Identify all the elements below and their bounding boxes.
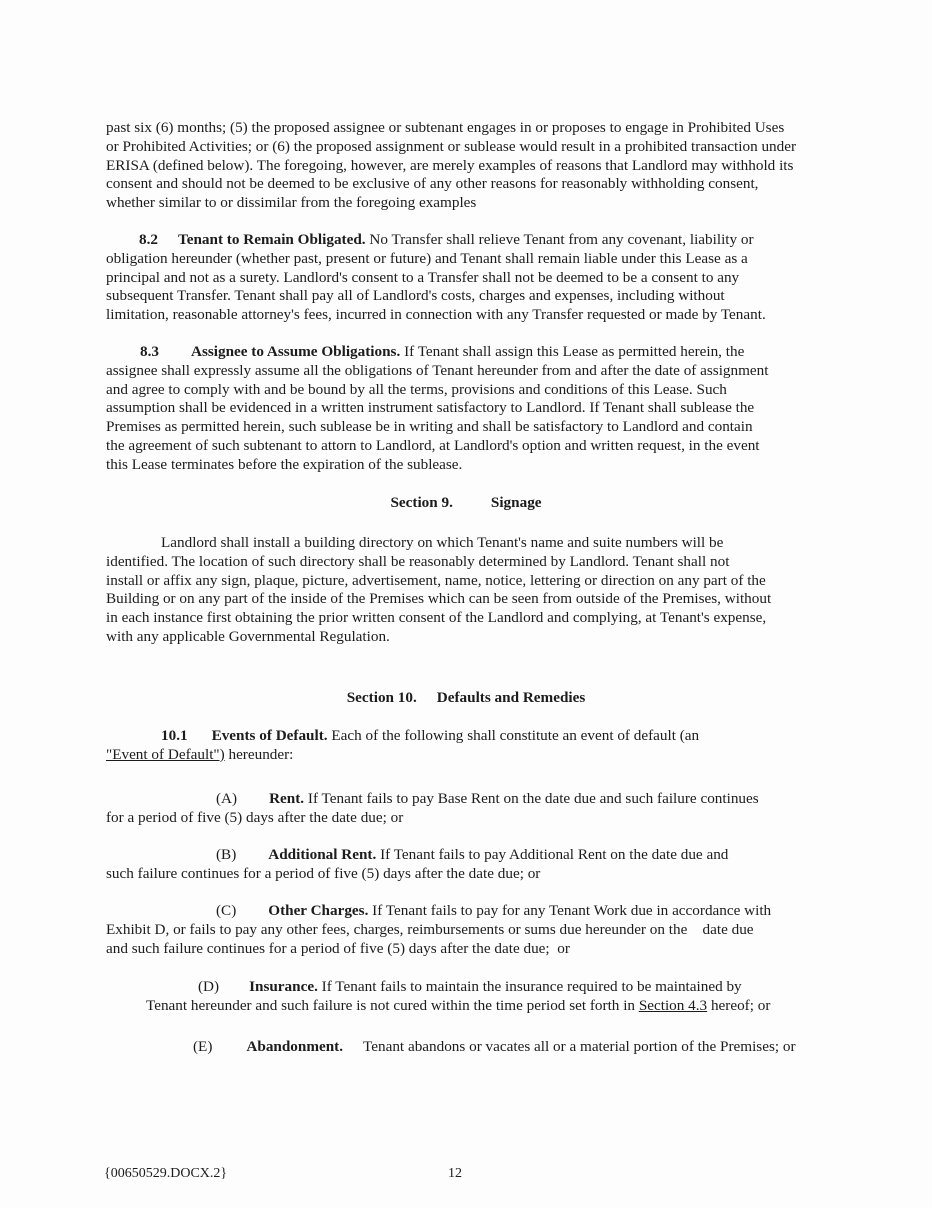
section-4-3-reference: Section 4.3 — [638, 996, 708, 1014]
section-9-line: install or affix any sign, plaque, picture, advertisement, name, notice, lettering or direction on any part of the — [106, 571, 766, 589]
page-number: 12 — [448, 1166, 462, 1181]
intro-line: or Prohibited Activities; or (6) the proposed assignment or sublease would result in a prohibited transaction under — [106, 137, 797, 155]
section-8-2-line: limitation, reasonable attorney's fees, incurred in connection with any Transfer requested or made by Tenant. — [106, 306, 766, 324]
item-b-line: such failure continues for a period of five (5) days after the date due; or — [106, 864, 541, 882]
section-10-1-number: 10.1 — [161, 727, 188, 744]
item-a — [106, 790, 830, 828]
item-d-line-end: hereof; or — [710, 996, 771, 1014]
section-10-heading — [0, 689, 932, 707]
item-b-first-line: If Tenant fails to pay Additional Rent on the date due and — [380, 846, 729, 863]
section-10-1-tail: hereunder: — [228, 745, 294, 763]
section-8-2-line: obligation hereunder (whether past, present or future) and Tenant shall remain liable under this Lease as a — [106, 249, 748, 267]
section-10-title: Defaults and Remedies — [436, 689, 586, 706]
item-d-line: Tenant hereunder and such failure is not cured within the time period set forth in — [146, 996, 636, 1014]
section-8-3-line: assumption shall be evidenced in a written instrument satisfactory to Landlord. If Tenant shall sublease the — [106, 399, 755, 417]
section-9-line: in each instance first obtaining the prior written consent of the Landlord and complying, at Tenant's expense, — [106, 609, 767, 627]
section-8-3-number: 8.3 — [140, 343, 159, 360]
section-10-label: Section 10. — [346, 689, 417, 706]
item-e — [193, 1038, 833, 1057]
section-10-1-title: Events of Default. — [211, 727, 328, 744]
item-c-line: Exhibit D, or fails to pay any other fees, charges, reimbursements or sums due hereunder on the date due — [106, 920, 754, 938]
item-a-letter: (A) — [216, 790, 238, 807]
section-9-title: Signage — [490, 494, 542, 511]
event-of-default-term: "Event of Default") — [106, 745, 225, 763]
section-9-first-line: Landlord shall install a building directory on which Tenant's name and suite numbers will be — [161, 534, 724, 551]
intro-line: whether similar to or dissimilar from the foregoing examples — [106, 194, 477, 212]
intro-line: past six (6) months; (5) the proposed assignee or subtenant engages in or proposes to engage in Prohibited Uses — [106, 119, 785, 136]
item-d-title: Insurance. — [249, 978, 318, 995]
section-10-1-first-line: Each of the following shall constitute an event of default (an — [331, 727, 700, 744]
item-a-title: Rent. — [269, 790, 305, 807]
item-c — [106, 902, 836, 958]
section-9-line: with any applicable Governmental Regulation. — [106, 627, 390, 645]
document-id: {00650529.DOCX.2} — [104, 1166, 228, 1181]
section-8-3-line: and agree to comply with and be bound by all the terms, provisions and conditions of this Lease. Such — [106, 380, 727, 398]
section-9-heading — [0, 494, 932, 512]
item-c-letter: (C) — [216, 902, 237, 919]
item-c-line: and such failure continues for a period of five (5) days after the date due; or — [106, 939, 570, 957]
intro-line: ERISA (defined below). The foregoing, however, are merely examples of reasons that Landlord may withhold its — [106, 156, 794, 174]
section-8-2 — [106, 231, 830, 325]
section-9-line: Building or on any part of the inside of the Premises which can be seen from outside of the Premises, without — [106, 590, 772, 608]
item-e-title: Abandonment. — [246, 1038, 344, 1055]
section-8-2-line: principal and not as a surety. Landlord's consent to a Transfer shall not be deemed to be a consent to any — [106, 268, 740, 286]
section-8-2-title: Tenant to Remain Obligated. — [177, 231, 366, 248]
section-8-3-line: Premises as permitted herein, such sublease be in writing and shall be satisfactory to Landlord and contain — [106, 418, 753, 436]
item-c-first-line: If Tenant fails to pay for any Tenant Work due in accordance with — [372, 902, 772, 919]
item-b — [106, 846, 830, 884]
section-8-3 — [106, 343, 830, 475]
section-8-2-number: 8.2 — [139, 231, 158, 248]
section-9-body — [106, 534, 830, 647]
section-8-3-title: Assignee to Assume Obligations. — [190, 343, 401, 360]
item-b-letter: (B) — [216, 846, 237, 863]
section-8-3-line: assignee shall expressly assume all the obligations of Tenant hereunder from and after the date of assignment — [106, 361, 769, 379]
item-d-letter: (D) — [198, 978, 220, 995]
section-9-line: identified. The location of such directory shall be reasonably determined by Landlord. Tenant shall not — [106, 552, 730, 570]
section-8-3-line: the agreement of such subtenant to attorn to Landlord, at Landlord's option and written request, in the event — [106, 436, 760, 454]
item-c-title: Other Charges. — [268, 902, 369, 919]
item-d-first-line: If Tenant fails to maintain the insurance required to be maintained by — [321, 978, 742, 995]
item-a-line: for a period of five (5) days after the date due; or — [106, 808, 404, 826]
item-b-title: Additional Rent. — [268, 846, 377, 863]
intro-paragraph — [106, 119, 830, 213]
intro-line: consent and should not be deemed to be exclusive of any other reasons for reasonably withholding consent, — [106, 175, 759, 193]
item-a-first-line: If Tenant fails to pay Base Rent on the date due and such failure continues — [307, 790, 759, 807]
section-9-label: Section 9. — [390, 494, 453, 511]
section-8-3-first-line: If Tenant shall assign this Lease as permitted herein, the — [404, 343, 745, 360]
section-8-2-first-line: No Transfer shall relieve Tenant from any covenant, liability or — [369, 231, 754, 248]
section-8-3-line: this Lease terminates before the expiration of the sublease. — [106, 455, 463, 473]
item-e-text: Tenant abandons or vacates all or a material portion of the Premises; or — [363, 1038, 796, 1055]
section-10-1 — [106, 727, 830, 765]
item-d — [146, 978, 836, 1016]
section-8-2-line: subsequent Transfer. Tenant shall pay all of Landlord's costs, charges and expenses, including without — [106, 287, 725, 305]
item-e-letter: (E) — [193, 1038, 213, 1055]
